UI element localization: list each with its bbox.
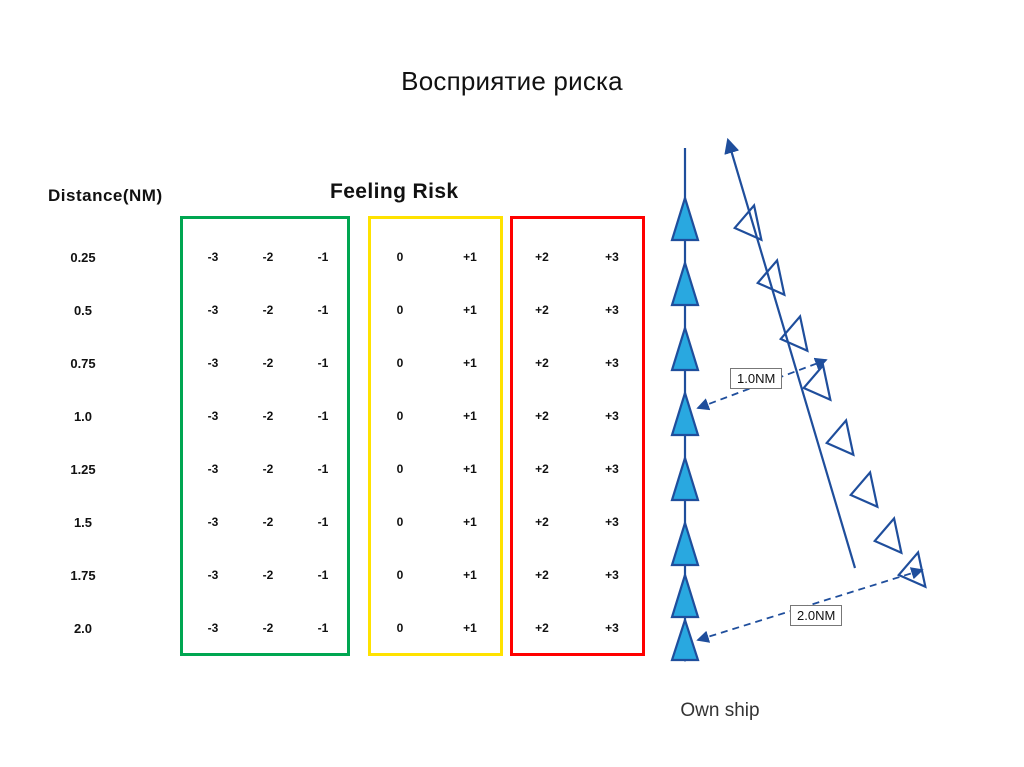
distance-label: 2.0 (73, 621, 93, 636)
risk-value: +1 (463, 356, 477, 370)
own-ship-icon (672, 263, 698, 305)
distance-label: 0.75 (70, 356, 96, 371)
own-ship-icon (672, 458, 698, 500)
risk-value: +1 (463, 462, 477, 476)
risk-value: +2 (535, 568, 549, 582)
risk-value: -3 (207, 621, 219, 635)
distance-label: 1.25 (70, 462, 96, 477)
risk-value: +2 (535, 462, 549, 476)
distance-label: 1.5 (73, 515, 93, 530)
risk-value: +2 (535, 621, 549, 635)
distance-label: 1.0 (73, 409, 93, 424)
risk-value: +1 (463, 515, 477, 529)
risk-value: 0 (396, 621, 404, 635)
target-ship-icon (898, 550, 930, 587)
low-risk-group-box (180, 216, 350, 656)
own-ship-label: Own ship (680, 700, 760, 721)
risk-value: -1 (317, 250, 329, 264)
risk-value: -3 (207, 356, 219, 370)
risk-value: -2 (262, 303, 274, 317)
risk-value: +1 (463, 303, 477, 317)
risk-value: -2 (262, 568, 274, 582)
own-ship-icon (672, 575, 698, 617)
risk-value: +1 (463, 621, 477, 635)
ship-diagram-svg (630, 120, 1024, 760)
risk-value: 0 (396, 568, 404, 582)
target-ship-icon (826, 418, 858, 455)
risk-value: 0 (396, 356, 404, 370)
target-ship-icon (757, 258, 789, 295)
distance-column-header: Distance(NM) (48, 186, 163, 205)
risk-value: +2 (535, 409, 549, 423)
distance-label: 0.5 (73, 303, 93, 318)
risk-value: +3 (605, 621, 619, 635)
feeling-risk-header: Feeling Risk (330, 180, 459, 203)
risk-value: +1 (463, 409, 477, 423)
risk-value: 0 (396, 303, 404, 317)
distance-label: 1.75 (70, 568, 96, 583)
risk-value: -3 (207, 250, 219, 264)
risk-table (40, 170, 660, 680)
risk-value: +1 (463, 568, 477, 582)
target-ship-icon (734, 203, 766, 240)
risk-value: -3 (207, 568, 219, 582)
own-ship-markers (672, 198, 698, 660)
risk-value: -3 (207, 462, 219, 476)
risk-value: 0 (396, 515, 404, 529)
target-ship-icon (850, 470, 882, 507)
own-ship-icon (672, 393, 698, 435)
risk-value: -1 (317, 409, 329, 423)
own-ship-icon (672, 523, 698, 565)
risk-value: -2 (262, 621, 274, 635)
ship-encounter-diagram (630, 120, 1024, 760)
risk-value: +2 (535, 250, 549, 264)
own-ship-icon (672, 328, 698, 370)
risk-value: +3 (605, 303, 619, 317)
risk-value: 0 (396, 462, 404, 476)
risk-value: -2 (262, 250, 274, 264)
risk-value: -2 (262, 409, 274, 423)
target-ship-icon (874, 516, 906, 553)
risk-value: -3 (207, 303, 219, 317)
risk-value: -2 (262, 462, 274, 476)
risk-value: +1 (463, 250, 477, 264)
risk-value: -3 (207, 409, 219, 423)
high-risk-group-box (510, 216, 645, 656)
target-ship-icon (803, 363, 835, 400)
risk-value: +2 (535, 356, 549, 370)
own-ship-icon (672, 198, 698, 240)
own-ship-icon (672, 620, 698, 660)
risk-value: +2 (535, 515, 549, 529)
risk-value: -2 (262, 356, 274, 370)
risk-value: +3 (605, 250, 619, 264)
distance-label: 0.25 (70, 250, 96, 265)
page-title: Восприятие риска (401, 66, 623, 96)
risk-value: -1 (317, 568, 329, 582)
risk-value: -3 (207, 515, 219, 529)
risk-value: +3 (605, 568, 619, 582)
risk-value: 0 (396, 250, 404, 264)
risk-value: +3 (605, 356, 619, 370)
risk-value: +2 (535, 303, 549, 317)
risk-value: -2 (262, 515, 274, 529)
range-ring-1-label: 1.0NM (730, 368, 782, 389)
risk-value: -1 (317, 356, 329, 370)
risk-value: +3 (605, 462, 619, 476)
target-ship-track-line (728, 140, 855, 568)
risk-value: 0 (396, 409, 404, 423)
risk-value: -1 (317, 515, 329, 529)
risk-value: -1 (317, 462, 329, 476)
risk-value: +3 (605, 515, 619, 529)
range-ring-2-label: 2.0NM (790, 605, 842, 626)
risk-value: -1 (317, 621, 329, 635)
risk-value: -1 (317, 303, 329, 317)
neutral-risk-group-box (368, 216, 503, 656)
risk-value: +3 (605, 409, 619, 423)
